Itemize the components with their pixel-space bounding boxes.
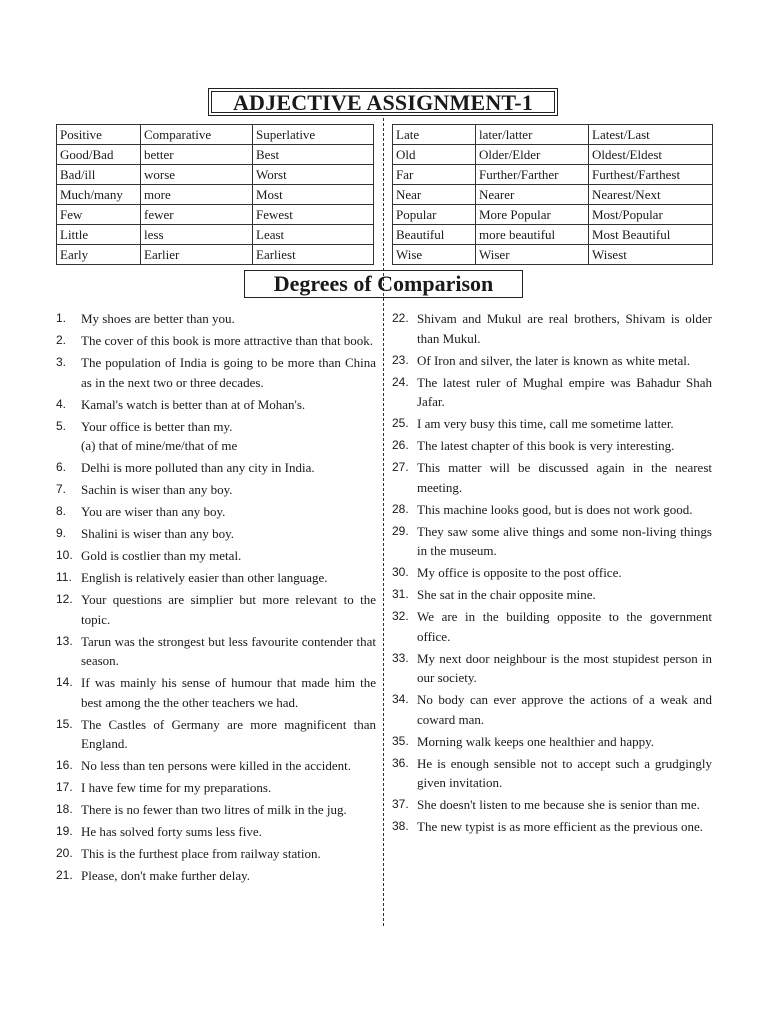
question-text: Gold is costlier than my metal.	[81, 548, 242, 563]
question-item	[392, 436, 712, 456]
question-item	[56, 715, 376, 754]
table-cell: Earlier	[141, 245, 253, 265]
table-cell: More Popular	[476, 205, 589, 225]
table-cell: Popular	[393, 205, 476, 225]
question-item	[392, 649, 712, 688]
table-cell: Wisest	[589, 245, 713, 265]
question-number: 38.	[392, 819, 409, 833]
question-item	[392, 585, 712, 605]
question-text: Sachin is wiser than any boy.	[81, 482, 233, 497]
question-list-left	[56, 309, 376, 888]
question-number: 8.	[56, 504, 67, 518]
question-number: 1.	[56, 311, 67, 325]
table-row	[57, 185, 374, 205]
table-cell: Little	[57, 225, 141, 245]
question-number: 19.	[56, 824, 73, 838]
table-cell: worse	[141, 165, 253, 185]
table-cell: Superlative	[253, 125, 374, 145]
table-cell: Few	[57, 205, 141, 225]
question-number: 11.	[56, 570, 72, 584]
question-number: 18.	[56, 802, 73, 816]
question-text: He is enough sensible not to accept such a grudgingly given invitation.	[417, 755, 712, 790]
table-row	[57, 205, 374, 225]
question-number: 9.	[56, 526, 67, 540]
question-number: 28.	[392, 501, 409, 516]
question-text: She sat in the chair opposite mine.	[417, 587, 596, 602]
question-number: 7.	[56, 482, 67, 496]
column-divider	[383, 118, 384, 926]
question-text: No less than ten persons were killed in the accident.	[81, 758, 352, 773]
question-number: 3.	[56, 355, 67, 369]
table-cell: Much/many	[57, 185, 141, 205]
question-text: Your office is better than my.	[81, 418, 233, 434]
table-cell: Positive	[57, 125, 141, 145]
question-text: She doesn't listen to me because she is senior than me.	[417, 797, 700, 812]
table-row	[393, 145, 713, 165]
question-item	[56, 480, 376, 500]
question-text: Tarun was the strongest but less favourite contender that season.	[81, 633, 376, 668]
question-item	[56, 524, 376, 544]
question-item	[56, 395, 376, 415]
question-text: Of Iron and silver, the later is known as white metal.	[417, 352, 691, 368]
question-number: 4.	[56, 396, 67, 411]
table-row	[57, 165, 374, 185]
question-item	[392, 414, 712, 434]
table-cell: Old	[393, 145, 476, 165]
question-item	[392, 795, 712, 815]
question-item	[56, 546, 376, 566]
table-cell: Worst	[253, 165, 374, 185]
question-text: This is the furthest place from railway station.	[81, 846, 321, 861]
question-text: My shoes are better than you.	[81, 311, 235, 326]
question-number: 15.	[56, 716, 73, 731]
question-number: 24.	[392, 374, 409, 389]
question-text: The population of India is going to be more than China as in the next two or three decades.	[81, 355, 376, 390]
table-cell: Most/Popular	[589, 205, 713, 225]
table-cell: Wiser	[476, 245, 589, 265]
question-text: Please, don't make further delay.	[81, 868, 250, 883]
question-text: No body can ever approve the actions of a weak and coward man.	[417, 692, 712, 727]
table-row	[393, 205, 713, 225]
question-number: 32.	[392, 609, 409, 623]
question-item	[56, 309, 376, 329]
question-subtext: (a) that of mine/me/that of me	[81, 438, 238, 453]
question-item	[392, 458, 712, 497]
table-row	[393, 165, 713, 185]
question-number: 36.	[392, 755, 409, 770]
question-item	[392, 563, 712, 583]
question-number: 25.	[392, 416, 409, 430]
adjective-table-right	[392, 124, 713, 265]
question-text: There is no fewer than two litres of milk in the jug.	[81, 802, 347, 817]
table-cell: Most Beautiful	[589, 225, 713, 245]
table-cell: Fewest	[253, 205, 374, 225]
question-text: The new typist is as more efficient as the previous one.	[417, 819, 704, 834]
table-row	[393, 185, 713, 205]
question-number: 10.	[56, 548, 73, 562]
table-cell: Latest/Last	[589, 125, 713, 145]
table-cell: fewer	[141, 205, 253, 225]
table-row	[57, 225, 374, 245]
table-row	[393, 125, 713, 145]
question-number: 26.	[392, 438, 409, 452]
question-number: 27.	[392, 460, 409, 474]
assignment-title-box	[208, 88, 558, 116]
question-item	[56, 673, 376, 712]
question-item	[392, 817, 712, 837]
question-text: He has solved forty sums less five.	[81, 824, 262, 839]
question-item	[56, 866, 376, 886]
question-item	[56, 800, 376, 820]
question-number: 13.	[56, 633, 73, 648]
question-text: The cover of this book is more attractive than that book.	[81, 333, 374, 348]
question-number: 22.	[392, 311, 409, 325]
question-number: 14.	[56, 675, 73, 689]
question-item	[392, 373, 712, 412]
question-number: 12.	[56, 592, 73, 606]
table-cell: Bad/ill	[57, 165, 141, 185]
table-cell: more	[141, 185, 253, 205]
table-cell: Nearest/Next	[589, 185, 713, 205]
assignment-title: ADJECTIVE ASSIGNMENT-1	[211, 91, 555, 113]
question-text: Delhi is more polluted than any city in India.	[81, 460, 315, 475]
question-number: 21.	[56, 868, 73, 882]
table-cell: Good/Bad	[57, 145, 141, 165]
table-row	[393, 245, 713, 265]
table-cell: Early	[57, 245, 141, 265]
question-text: Morning walk keeps one healthier and happy.	[417, 733, 655, 749]
table-cell: Near	[393, 185, 476, 205]
question-number: 20.	[56, 846, 73, 860]
question-item	[56, 568, 376, 588]
table-cell: Oldest/Eldest	[589, 145, 713, 165]
question-text: The latest chapter of this book is very interesting.	[417, 438, 675, 453]
question-item	[392, 351, 712, 371]
question-item	[56, 502, 376, 522]
table-cell: Wise	[393, 245, 476, 265]
table-cell: more beautiful	[476, 225, 589, 245]
question-text: I have few time for my preparations.	[81, 780, 272, 795]
section-title: Degrees of Comparison	[244, 270, 523, 298]
question-item	[56, 756, 376, 776]
question-text: This machine looks good, but is does not work good.	[417, 501, 693, 517]
question-text: We are in the building opposite to the government office.	[417, 609, 712, 644]
question-text: This matter will be discussed again in the nearest meeting.	[417, 460, 712, 495]
question-text: The Castles of Germany are more magnificent than England.	[81, 716, 376, 751]
table-row	[57, 245, 374, 265]
question-text: Kamal's watch is better than at of Mohan's.	[81, 396, 306, 412]
table-row	[57, 125, 374, 145]
table-cell: Comparative	[141, 125, 253, 145]
table-cell: better	[141, 145, 253, 165]
question-number: 2.	[56, 333, 67, 347]
question-text: I am very busy this time, call me sometime latter.	[417, 416, 674, 431]
question-item	[56, 417, 376, 456]
table-cell: Nearer	[476, 185, 589, 205]
question-item	[392, 309, 712, 348]
question-item	[392, 732, 712, 752]
table-row	[57, 145, 374, 165]
question-item	[56, 331, 376, 351]
question-text: Shalini is wiser than any boy.	[81, 526, 234, 541]
question-item	[392, 522, 712, 561]
table-cell: less	[141, 225, 253, 245]
table-cell: Late	[393, 125, 476, 145]
question-item	[56, 353, 376, 392]
question-number: 31.	[392, 587, 409, 601]
question-item	[392, 500, 712, 520]
table-cell: Far	[393, 165, 476, 185]
table-cell: Further/Farther	[476, 165, 589, 185]
table-cell: Best	[253, 145, 374, 165]
question-item	[56, 458, 376, 478]
question-item	[56, 822, 376, 842]
question-number: 17.	[56, 780, 73, 794]
question-item	[56, 632, 376, 671]
question-item	[56, 590, 376, 629]
table-cell: later/latter	[476, 125, 589, 145]
table-row	[393, 225, 713, 245]
table-cell: Older/Elder	[476, 145, 589, 165]
question-number: 16.	[56, 758, 73, 772]
question-text: They saw some alive things and some non-living things in the museum.	[417, 523, 712, 558]
question-number: 37.	[392, 797, 409, 811]
question-item	[56, 844, 376, 864]
table-cell: Least	[253, 225, 374, 245]
question-number: 33.	[392, 650, 409, 665]
question-number: 30.	[392, 565, 409, 579]
table-cell: Beautiful	[393, 225, 476, 245]
adjective-table-left	[56, 124, 374, 265]
question-text: The latest ruler of Mughal empire was Bahadur Shah Jafar.	[417, 374, 712, 409]
question-number: 34.	[392, 692, 409, 706]
table-cell: Most	[253, 185, 374, 205]
question-number: 29.	[392, 523, 409, 538]
table-cell: Earliest	[253, 245, 374, 265]
question-text: Your questions are simplier but more relevant to the topic.	[81, 592, 376, 627]
question-item	[392, 690, 712, 729]
question-text: English is relatively easier than other language.	[81, 570, 328, 585]
question-item	[56, 778, 376, 798]
question-item	[392, 607, 712, 646]
question-number: 6.	[56, 460, 67, 474]
question-text: You are wiser than any boy.	[81, 504, 226, 519]
table-cell: Furthest/Farthest	[589, 165, 713, 185]
question-item	[392, 754, 712, 793]
question-text: If was mainly his sense of humour that made him the best among the the other teachers we had.	[81, 675, 376, 710]
question-number: 5.	[56, 418, 67, 433]
question-number: 35.	[392, 733, 409, 748]
question-text: My office is opposite to the post office.	[417, 565, 622, 580]
question-list-right	[392, 309, 712, 839]
question-text: Shivam and Mukul are real brothers, Shivam is older than Mukul.	[417, 311, 712, 346]
question-text: My next door neighbour is the most stupidest person in our society.	[417, 650, 712, 685]
question-number: 23.	[392, 352, 409, 367]
